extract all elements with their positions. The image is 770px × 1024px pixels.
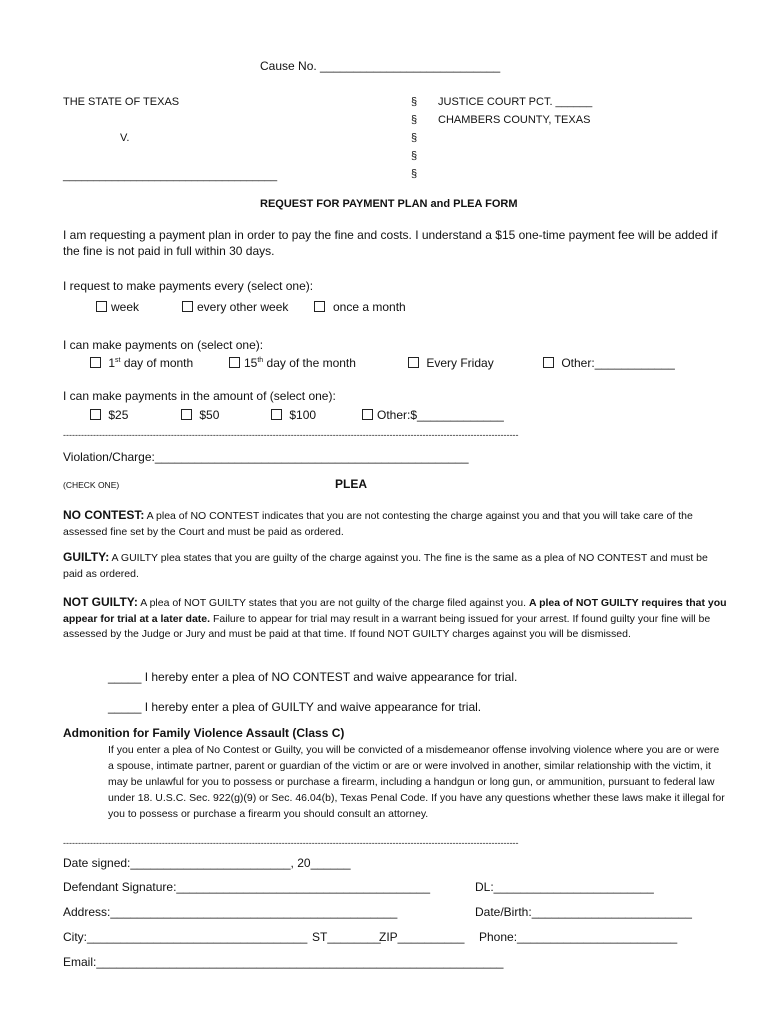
no-contest-description: [63, 508, 728, 540]
violation-charge-field: Violation/Charge:_______________________________________________: [63, 450, 469, 464]
ordinal-suffix: st: [115, 357, 121, 364]
option-label: week: [111, 300, 140, 314]
payment-day-label: I can make payments on (select one):: [63, 338, 264, 352]
payment-day-option-other[interactable]: [543, 356, 675, 370]
amount-option-50[interactable]: [181, 408, 219, 422]
state-field[interactable]: ST________: [312, 930, 381, 944]
admonition-heading: Admonition for Family Violence Assault (Class C): [63, 726, 345, 740]
email-field[interactable]: Email:_____________________________________________________________: [63, 955, 504, 969]
ordinal-suffix: th: [257, 357, 264, 364]
checkbox[interactable]: [408, 357, 419, 368]
section-symbol: §: [411, 132, 418, 144]
option-number: 15: [244, 356, 258, 370]
plea-guilty-line[interactable]: _____ I hereby enter a plea of GUILTY and waive appearance for trial.: [108, 700, 482, 714]
checkbox[interactable]: [182, 301, 193, 312]
guilty-text: A GUILTY plea states that you are guilty of the charge against you. The fine is the same as a plea of NO CONTEST and must be paid as ordered.: [63, 552, 708, 580]
option-label: Other:$_____________: [377, 408, 504, 422]
payment-day-option-15th[interactable]: [229, 356, 356, 370]
zip-field[interactable]: ZIP__________: [379, 930, 465, 944]
separator-line: --------------------------------------------------------------------------------------------------------------------------------------------------------: [63, 430, 519, 440]
amount-option-other[interactable]: [362, 408, 504, 422]
not-guilty-text: A plea of NOT GUILTY states that you are not guilty of the charge filed against you.: [137, 597, 529, 609]
intro-paragraph: I am requesting a payment plan in order to pay the fine and costs. I understand a $15 one-time payment fee will be added if the fine is not paid in full within 30 days.: [63, 228, 718, 258]
date-signed-field[interactable]: Date signed:________________________, 20______: [63, 856, 351, 870]
section-symbol: §: [411, 150, 418, 162]
payment-day-option-every-friday[interactable]: [408, 356, 494, 370]
defendant-name-line: ___________________________________: [63, 170, 278, 182]
option-label: day of month: [120, 356, 194, 370]
admonition-text: If you enter a plea of No Contest or Guilty, you will be convicted of a misdemeanor offense involving violence where you are or were a spouse, intimate partner, parent or guardian of the victim or are or were involved in another, similar relationship with the victim, it may be unlawful for you to possess or purchase a firearm, including a handgun or long gun, or ammunition, pursuant to federal law under 18. U.S.C. Sec. 922(g)(9) or Sec. 46.04(b), Texas Penal Code. If you have any questions whether these laws make it illegal for you to possess or purchase a firearm you should consult an attorney.: [108, 744, 725, 820]
option-label: once a month: [333, 300, 406, 314]
section-symbol: §: [411, 168, 418, 180]
not-guilty-description: [63, 595, 728, 643]
guilty-description: [63, 550, 728, 582]
phone-field[interactable]: Phone:________________________: [479, 930, 678, 944]
defendant-signature-field[interactable]: Defendant Signature:______________________________________: [63, 880, 431, 894]
versus-label: V.: [120, 132, 130, 144]
option-label: Every Friday: [426, 356, 494, 370]
option-label: $25: [108, 408, 129, 422]
option-label: day of the month: [263, 356, 356, 370]
no-contest-label: NO CONTEST:: [63, 508, 145, 522]
checkbox[interactable]: [181, 409, 192, 420]
no-contest-text: A plea of NO CONTEST indicates that you are not contesting the charge against you and that you will take care of the assessed fine set by the Court and must be paid as ordered.: [63, 510, 693, 538]
checkbox[interactable]: [229, 357, 240, 368]
option-label: Other:____________: [561, 356, 675, 370]
checkbox[interactable]: [362, 409, 373, 420]
frequency-label: I request to make payments every (select one):: [63, 279, 314, 293]
section-symbol: §: [411, 114, 418, 126]
justice-court-label: JUSTICE COURT PCT. ______: [438, 96, 593, 108]
section-symbol: §: [411, 96, 418, 108]
city-field[interactable]: City:_________________________________: [63, 930, 308, 944]
checkbox[interactable]: [90, 409, 101, 420]
drivers-license-field[interactable]: DL:________________________: [475, 880, 654, 894]
frequency-option-week[interactable]: [96, 300, 139, 314]
option-number: 1: [108, 356, 116, 370]
not-guilty-bold-text: A plea of NOT GUILTY requires that you appear for trial at a later date.: [63, 597, 727, 625]
plea-no-contest-line[interactable]: _____ I hereby enter a plea of NO CONTEST and waive appearance for trial.: [108, 670, 518, 684]
county-label: CHAMBERS COUNTY, TEXAS: [438, 114, 591, 126]
amount-option-25[interactable]: [90, 408, 128, 422]
separator-line: --------------------------------------------------------------------------------------------------------------------------------------------------------: [63, 838, 519, 848]
check-one-label: (CHECK ONE): [63, 480, 120, 490]
option-label: $100: [289, 408, 317, 422]
state-of-texas-label: THE STATE OF TEXAS: [63, 96, 180, 108]
option-label: $50: [199, 408, 220, 422]
amount-label: I can make payments in the amount of (select one):: [63, 389, 336, 403]
checkbox[interactable]: [314, 301, 325, 312]
frequency-option-every-other-week[interactable]: [182, 300, 288, 314]
checkbox[interactable]: [543, 357, 554, 368]
form-title: REQUEST FOR PAYMENT PLAN and PLEA FORM: [260, 198, 518, 210]
address-field[interactable]: Address:___________________________________________: [63, 905, 398, 919]
checkbox[interactable]: [90, 357, 101, 368]
date-of-birth-field[interactable]: Date/Birth:________________________: [475, 905, 692, 919]
checkbox[interactable]: [96, 301, 107, 312]
cause-number-field: Cause No. ___________________________: [260, 59, 501, 73]
not-guilty-text-2: Failure to appear for trial may result in a warrant being issued for your arrest. If found guilty your fine will be assessed by the Judge or Jury and must be paid at that time. If found NOT GUILTY charges against you will be dismissed.: [63, 612, 711, 640]
payment-day-option-1st[interactable]: [90, 356, 193, 370]
amount-option-100[interactable]: [271, 408, 316, 422]
frequency-option-once-a-month[interactable]: [314, 300, 406, 314]
guilty-label: GUILTY:: [63, 550, 110, 564]
checkbox[interactable]: [271, 409, 282, 420]
option-label: every other week: [197, 300, 289, 314]
plea-heading: PLEA: [335, 477, 368, 491]
not-guilty-label: NOT GUILTY:: [63, 595, 138, 609]
